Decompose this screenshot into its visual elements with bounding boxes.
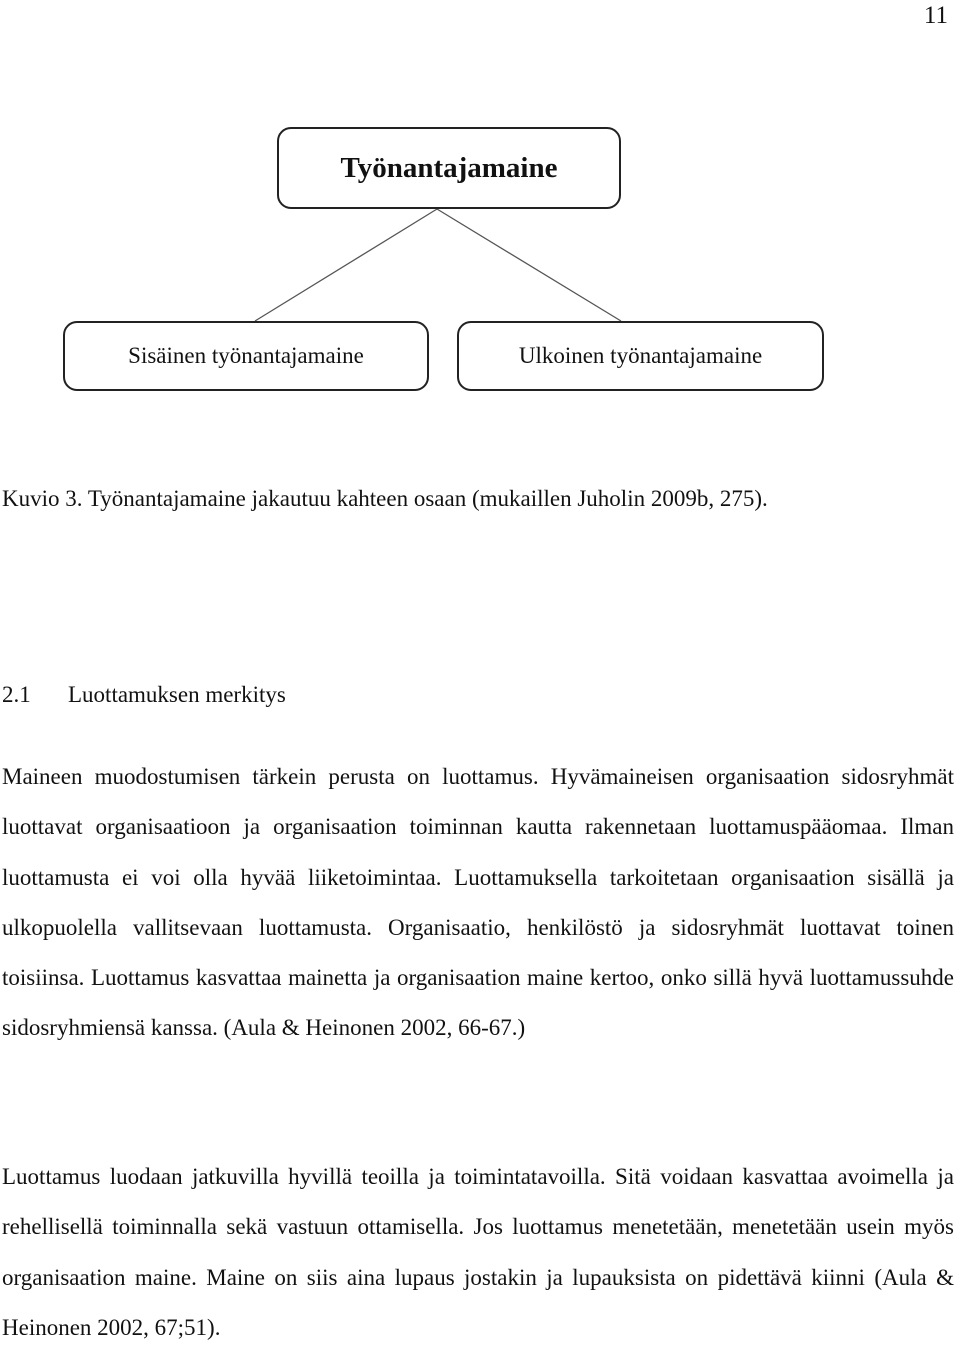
section-heading [2,670,286,720]
body-paragraph: Luottamus luodaan jatkuvilla hyvillä teoilla ja toimintatavoilla. Sitä voidaan kasvattaa avoimella ja rehellisellä toiminnalla sekä vastuun ottamisella. Jos luottamus menetetään, menetetään usein myös organisaation maine. Maine on siis aina lupaus jostakin ja lupauksista on pidettävä kiinni (Aula & Heinonen 2002, 67;51). [2,1164,954,1340]
diagram-root-box: Työnantajamaine [277,127,621,209]
diagram-external-box: Ulkoinen työnantajamaine [457,321,824,391]
connector-left-line [255,209,437,321]
section-title: Luottamuksen merkitys [68,682,286,707]
connector-right-line [437,209,621,321]
figure-caption: Kuvio 3. Työnantajamaine jakautuu kahteen osaan (mukaillen Juholin 2009b, 275). [2,486,768,511]
diagram-internal-box: Sisäinen työnantajamaine [63,321,429,391]
employer-brand-diagram [0,0,960,400]
body-paragraph: Maineen muodostumisen tärkein perusta on luottamus. Hyvämaineisen organisaation sidosryhmät luottavat organisaatioon ja organisaation toiminnan kautta rakennetaan luottamuspääomaa. Ilman luottamusta ei voi olla hyvää liiketoimintaa. Luottamuksella tarkoitetaan organisaation sisällä ja ulkopuolella vallitsevaan luottamusta. Organisaatio, henkilöstö ja sidosryhmät luottavat toinen toisiinsa. Luottamus kasvattaa mainetta ja organisaation maine kertoo, onko sillä hyvä luottamussuhde sidosryhmiensä kanssa. (Aula & Heinonen 2002, 66-67.) [2,764,954,1041]
section-number: 2.1 [2,682,31,707]
page-number: 11 [923,2,948,29]
